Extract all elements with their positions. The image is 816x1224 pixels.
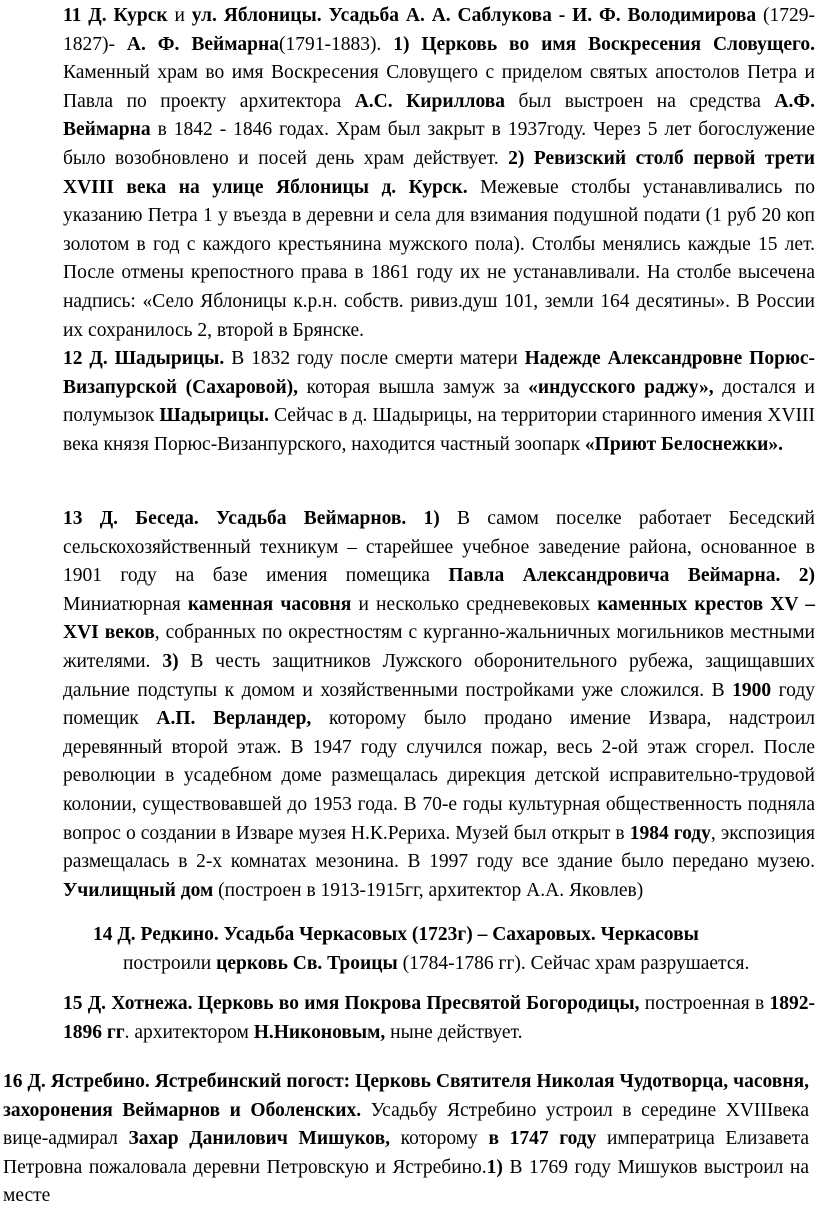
- bold-text: «Приют Белоснежки».: [584, 433, 784, 455]
- text: В самом поселке работает Беседский сельскохозяйственный техникум – старейшее учебное заведение района, основанное в 1901 году на базе имения помещика: [63, 508, 815, 587]
- paragraph-shadyritsy: [63, 345, 815, 459]
- bold-text: Павла Александровича Веймарна. 2): [448, 565, 816, 587]
- text: которая вышла замуж за: [298, 376, 529, 398]
- bold-text: Училищный дом: [63, 879, 214, 901]
- text: (1729-1827)-: [63, 5, 816, 55]
- bold-text: 1984 году: [629, 822, 711, 844]
- text: (1791-1883).: [278, 33, 394, 55]
- bold-text: 1): [486, 1156, 503, 1178]
- text: В 1769 году Мишуков выстроил на месте: [3, 1156, 810, 1207]
- text: и несколько средневековых: [351, 593, 598, 615]
- paragraph-kursk: [63, 2, 815, 345]
- bold-text: каменная часовня: [187, 593, 352, 615]
- text: В 1832 году после смерти матери: [224, 348, 525, 369]
- paragraph-yastrebino: [3, 1068, 809, 1211]
- bold-text: каменных крестов XV – XVI веков: [63, 593, 815, 644]
- text: (1784-1786 гг). Сейчас храм разрушается.: [397, 952, 750, 974]
- text: (построен в 1913-1915гг, архитектор А.А. Яковлев): [213, 879, 644, 901]
- bold-text: А.С. Кириллова: [354, 90, 506, 112]
- bold-text: 1900: [732, 679, 772, 701]
- text: ныне действует.: [385, 1021, 523, 1043]
- bold-text: 3): [162, 650, 179, 672]
- text: которому было продано имение Извара, надстроил деревянный второй этаж. В 1947 году случился пожар, весь 2-ой этаж сгорел. После революции в усадебном доме размещалась дирекция детской исправительно-трудовой колонии, существовавшей до 1953 года. В 70-е годы культурная общественность подняла вопрос о создании в Изваре музея Н.К.Рериха. Музей был открыт в: [63, 708, 815, 844]
- bold-text: в 1747 году: [488, 1128, 597, 1150]
- bold-text: А.П. Верландер,: [156, 708, 312, 730]
- text: Сейчас в д. Шадырицы, на территории старинного имения XVIII века князя Порюс-Визанпурского, находится частный зоопарк: [63, 405, 816, 455]
- paragraph-khotnezha: [63, 990, 815, 1047]
- heading-yastrebino: 16 Д. Ястребино. Ястребинский погост: Церковь Святителя Николая Чудотворца, часовня, захоронения Веймарнов и Оболенских.: [3, 1071, 809, 1121]
- text: императрица Елизавета Петровна пожаловала деревни Петровскую и Ястребино.: [3, 1128, 810, 1178]
- text: и: [167, 5, 192, 26]
- text: Миниатюрная: [63, 593, 188, 615]
- bold-text: Н.Никоновым,: [253, 1021, 386, 1043]
- heading-beseda: 13 Д. Беседа. Усадьба Веймарнов. 1): [63, 508, 440, 529]
- text: в 1842 - 1846 годах. Храм был закрыт в 1937году. Через 5 лет богослужение было возобновлено и посей день храм действует.: [63, 119, 815, 169]
- bold-text: 2) Ревизский столб первой трети XVIII века на улице Яблоницы д. Курск.: [63, 147, 815, 198]
- bold-text: ул. Яблоницы. Усадьба А. А. Саблукова - И. Ф. Володимирова: [191, 5, 757, 26]
- text: году помещик: [63, 679, 816, 730]
- text: Усадьбу Ястребино устроил в середине XVIIIвека вице-адмирал: [3, 1099, 809, 1150]
- text: , экспозиция размещалась в 2-х комнатах мезонина. В 1997 году все здание было передано музею.: [63, 822, 816, 873]
- heading-kursk: 11 Д. Курск: [63, 5, 168, 26]
- text: построенная в: [639, 993, 770, 1014]
- paragraph-redkino: [93, 921, 815, 978]
- bold-text: 1892-1896 гг: [63, 993, 815, 1043]
- text: Каменный храм во имя Воскресения Словущего с приделом святых апостолов Петра и Павла по проекту архитектора: [63, 62, 815, 112]
- text: В честь защитников Лужского оборонительного рубежа, защищавших дальние подступы к домом и хозяйственными постройками уже сложился. В: [63, 650, 815, 701]
- text: был выстроен на средства: [505, 90, 775, 112]
- bold-text: Захар Данилович Мишуков,: [128, 1128, 390, 1150]
- text: построили: [123, 952, 217, 974]
- text: Межевые столбы устанавливались по указанию Петра 1 у въезда в деревни и села для взимания подушной подати (1 руб 20 коп золотом в год с каждого крестьянина мужского пола). Столбы менялись каждые 15 лет. После отмены крепостного права в 1861 году их не устанавливали. На столбе высечена надпись: «Село Яблоницы к.р.н. собств. ривиз.душ 101, земли 164 десятины». В России их сохранилось 2, второй в Брянске.: [63, 176, 815, 341]
- bold-text: А. Ф. Веймарна: [126, 33, 279, 55]
- text: . архитектором: [124, 1021, 254, 1043]
- bold-text: Шадырицы.: [159, 405, 270, 427]
- bold-text: «индусского раджу»,: [528, 376, 714, 398]
- paragraph-beseda: [63, 505, 815, 905]
- text: достался и полумызок: [63, 376, 815, 427]
- bold-text: А.Ф. Веймарна: [63, 90, 815, 141]
- line-two: [93, 950, 815, 979]
- heading-redkino: 14 Д. Редкино. Усадьба Черкасовых (1723г) – Сахаровых. Черкасовы: [93, 924, 699, 945]
- heading-shadyritsy: 12 Д. Шадырицы.: [63, 348, 225, 369]
- bold-text: церковь Св. Троицы: [216, 952, 398, 974]
- bold-text: 1) Церковь во имя Воскресения Словущего.: [393, 33, 815, 55]
- heading-khotnezha: 15 Д. Хотнежа. Церковь во имя Покрова Пресвятой Богородицы,: [63, 993, 640, 1014]
- bold-text: Надежде Александровне Порюс-Визапурской (Сахаровой),: [63, 348, 815, 398]
- text: , собранных по окрестностям с курганно-жальничных могильников местными жителями.: [63, 622, 815, 672]
- text: которому: [389, 1128, 489, 1150]
